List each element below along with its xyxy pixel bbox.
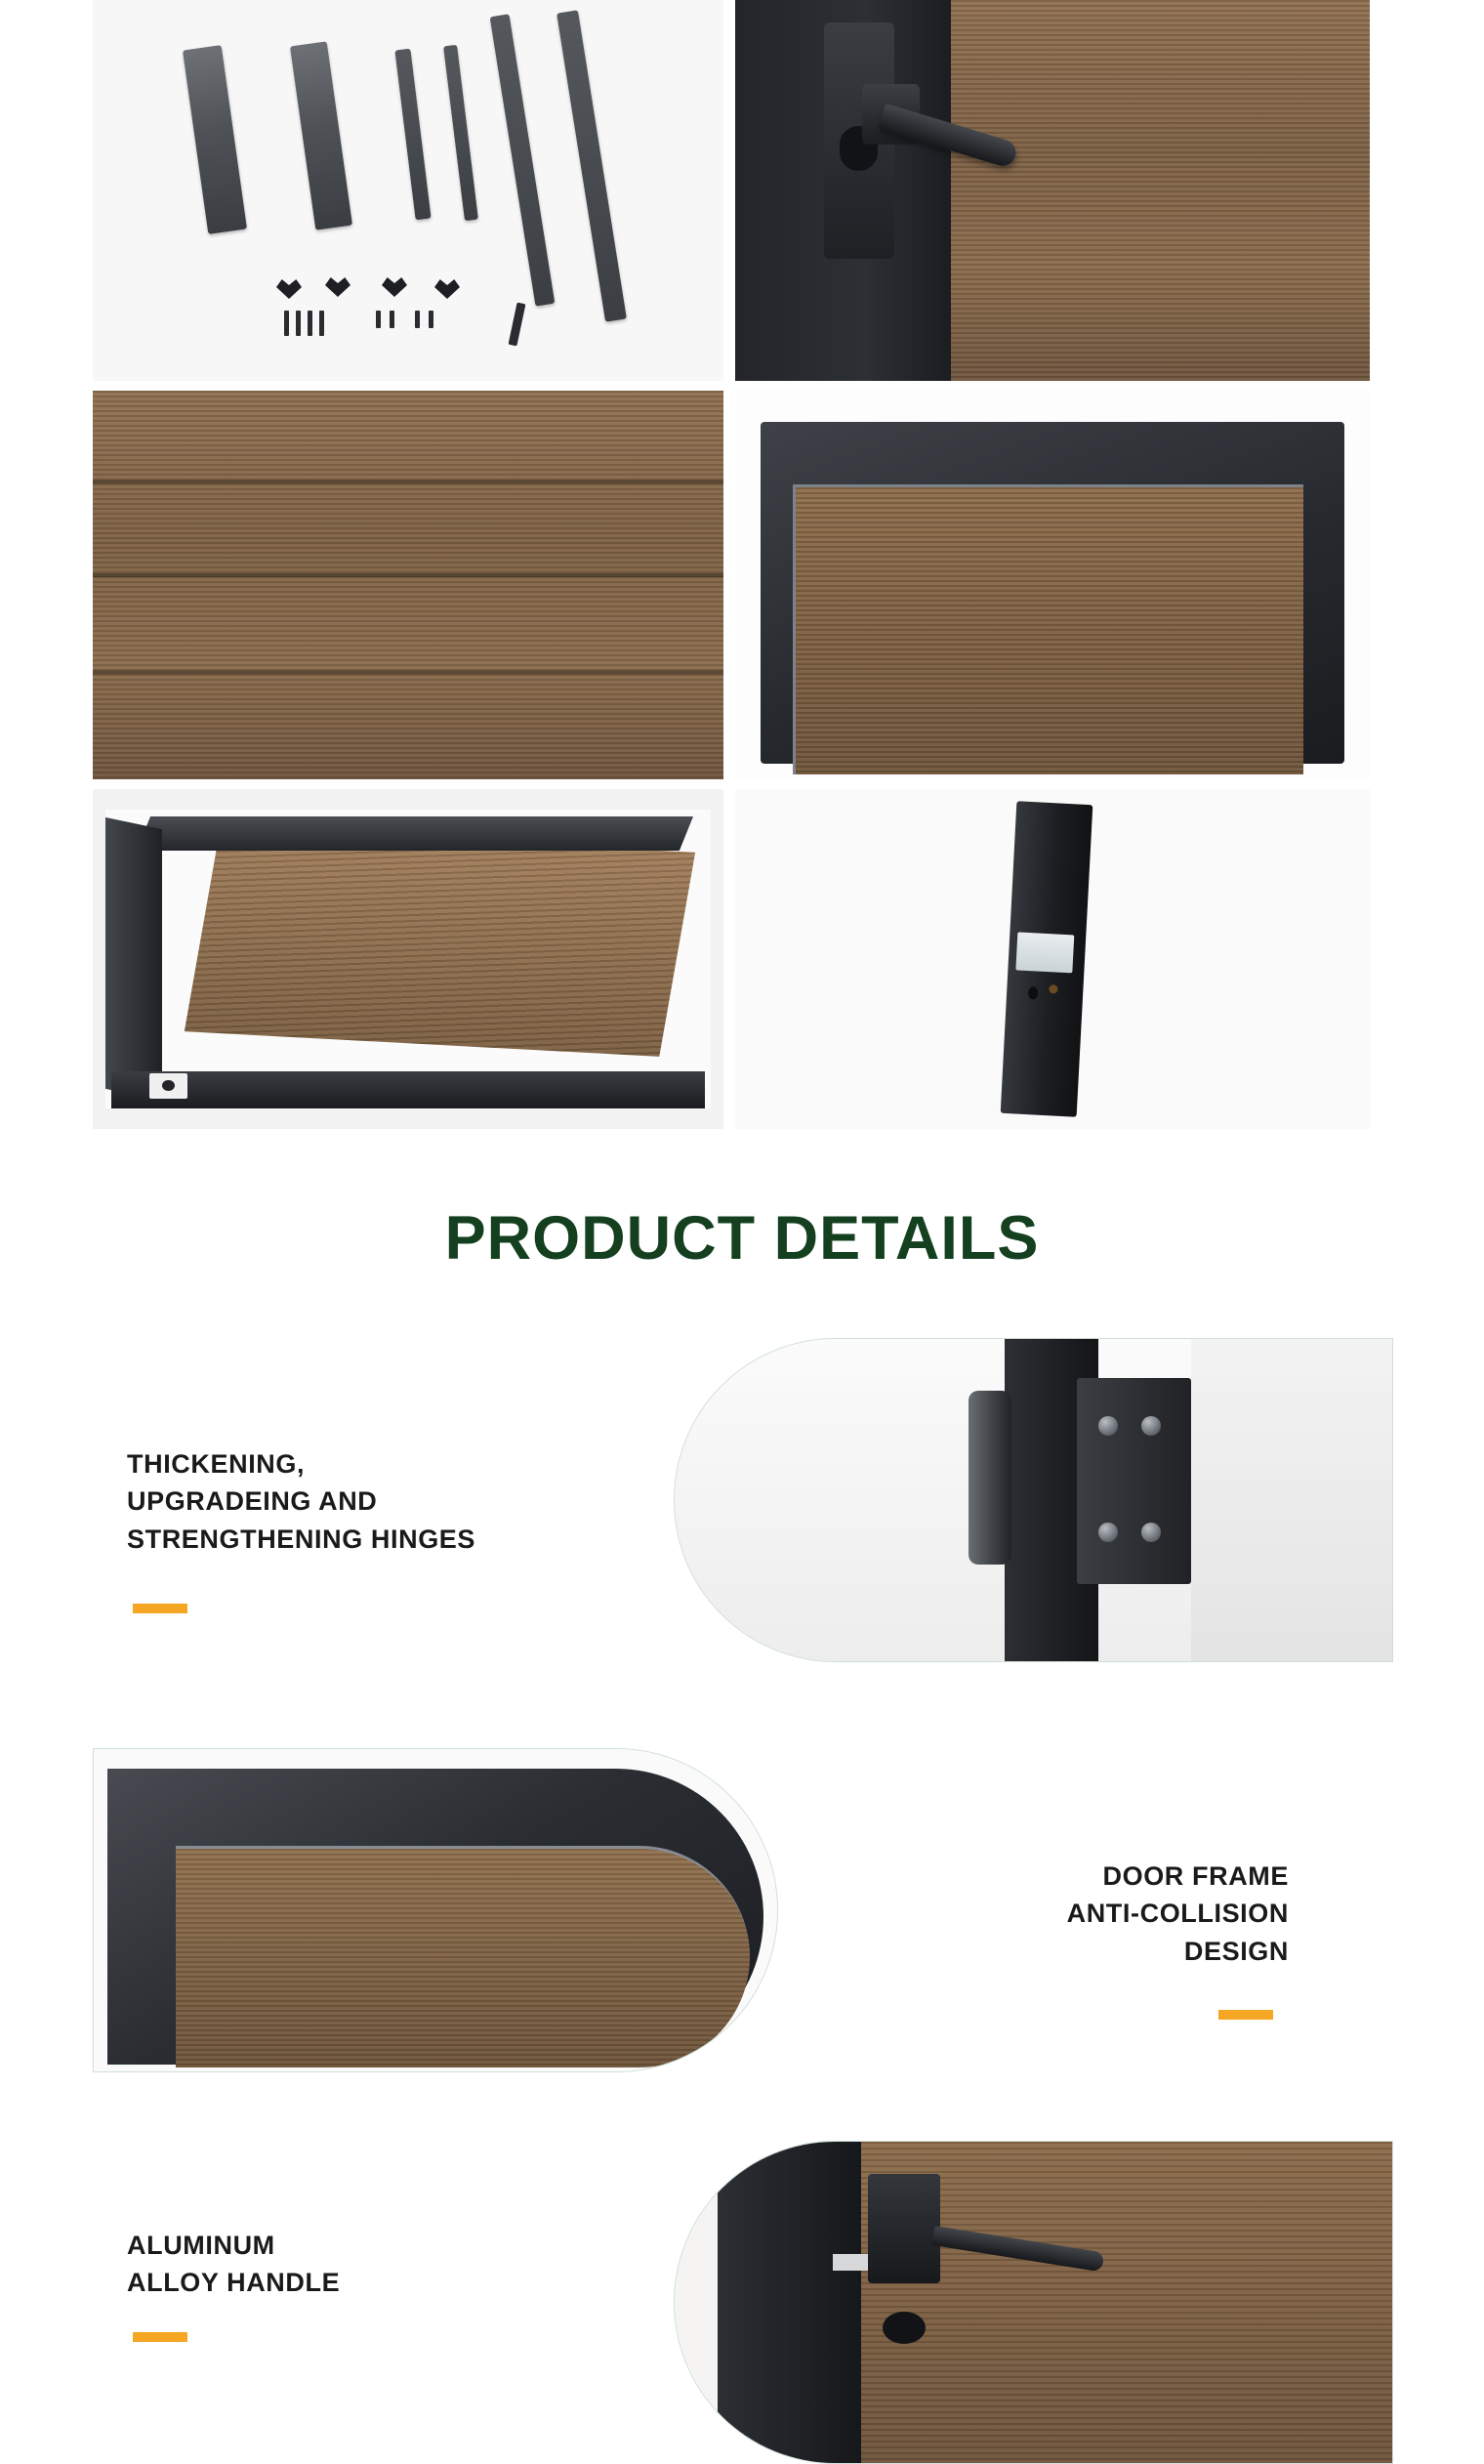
part-screw-2 <box>296 311 301 336</box>
latch-cutout <box>149 1073 187 1099</box>
stile-screw-hole <box>1027 986 1038 999</box>
part-screw-8 <box>429 311 433 328</box>
flat-frame-top-rail <box>137 816 693 851</box>
hinge-photo-right-panel <box>1191 1339 1392 1661</box>
flat-frame-wood <box>185 827 695 1057</box>
hinge-barrel <box>969 1391 1011 1565</box>
detail-hinges-line-1: THICKENING, <box>127 1449 306 1479</box>
flat-frame-left-stile <box>105 817 162 1102</box>
product-image-gallery <box>93 0 1391 1129</box>
detail-hinges-accent-bar <box>133 1604 187 1613</box>
page-title: PRODUCT DETAILS <box>444 1204 1040 1273</box>
hinge-screw-2 <box>1141 1416 1161 1436</box>
hinge-screw-4 <box>1141 1523 1161 1542</box>
part-screw-6 <box>390 311 394 328</box>
detail-handle-accent-bar <box>133 2332 187 2342</box>
handle-photo[interactable] <box>674 2141 1393 2464</box>
detail-block-anti-collision <box>0 1748 1484 2070</box>
gallery-image-door-frame-corner[interactable] <box>735 391 1370 779</box>
detail-handle-text <box>127 2227 547 2302</box>
detail-anti-collision-line-2: ANTI-COLLISION <box>1066 1899 1289 1929</box>
handle-photo-latch <box>833 2254 869 2270</box>
hinge-screw-3 <box>1098 1523 1118 1542</box>
detail-anti-collision-accent-bar <box>1218 2010 1273 2020</box>
detail-block-hinges <box>0 1338 1484 1660</box>
handle-photo-stile <box>718 2142 861 2463</box>
part-screw-3 <box>308 311 312 336</box>
detail-handle-line-2: ALLOY HANDLE <box>127 2268 341 2298</box>
part-screw-4 <box>319 311 324 336</box>
hinge-leaf-plate <box>1077 1378 1192 1584</box>
detail-hinges-text <box>127 1445 586 1558</box>
detail-anti-collision-text <box>879 1858 1289 1970</box>
frame-inner-wood-panel <box>793 484 1303 775</box>
detail-anti-collision-line-3: DESIGN <box>1183 1936 1289 1966</box>
handle-photo-lock-plate <box>868 2174 940 2283</box>
detail-handle-line-1: ALUMINUM <box>127 2231 275 2260</box>
flat-frame-bottom-rail <box>111 1071 704 1108</box>
gallery-image-door-frame-flat-lying[interactable] <box>93 789 723 1129</box>
detail-block-handle <box>0 2080 1484 2462</box>
gallery-image-door-stile-lock-closeup[interactable] <box>735 789 1370 1129</box>
stile-glass-insert <box>1015 933 1074 973</box>
part-screw-7 <box>415 311 420 328</box>
part-screw-5 <box>376 311 381 328</box>
door-frame-photo[interactable] <box>93 1748 778 2072</box>
stile-wood-edge <box>1049 984 1058 994</box>
hinge-photo[interactable] <box>674 1338 1393 1662</box>
gallery-image-door-handle-closeup[interactable] <box>735 0 1370 381</box>
gallery-image-door-parts-kit[interactable] <box>93 0 723 381</box>
detail-hinges-line-2: UPGRADEING AND <box>127 1486 378 1517</box>
door-stile-profile <box>1000 801 1092 1117</box>
hinge-screw-1 <box>1098 1416 1118 1436</box>
detail-hinges-line-3: STRENGTHENING HINGES <box>127 1524 476 1554</box>
detail-anti-collision-line-1: DOOR FRAME <box>1102 1861 1289 1891</box>
gallery-image-wood-grain-panel[interactable] <box>93 391 723 779</box>
wood-plank-texture <box>93 391 723 779</box>
part-screw-1 <box>284 311 289 336</box>
frame-photo-wood-panel <box>176 1846 750 2067</box>
